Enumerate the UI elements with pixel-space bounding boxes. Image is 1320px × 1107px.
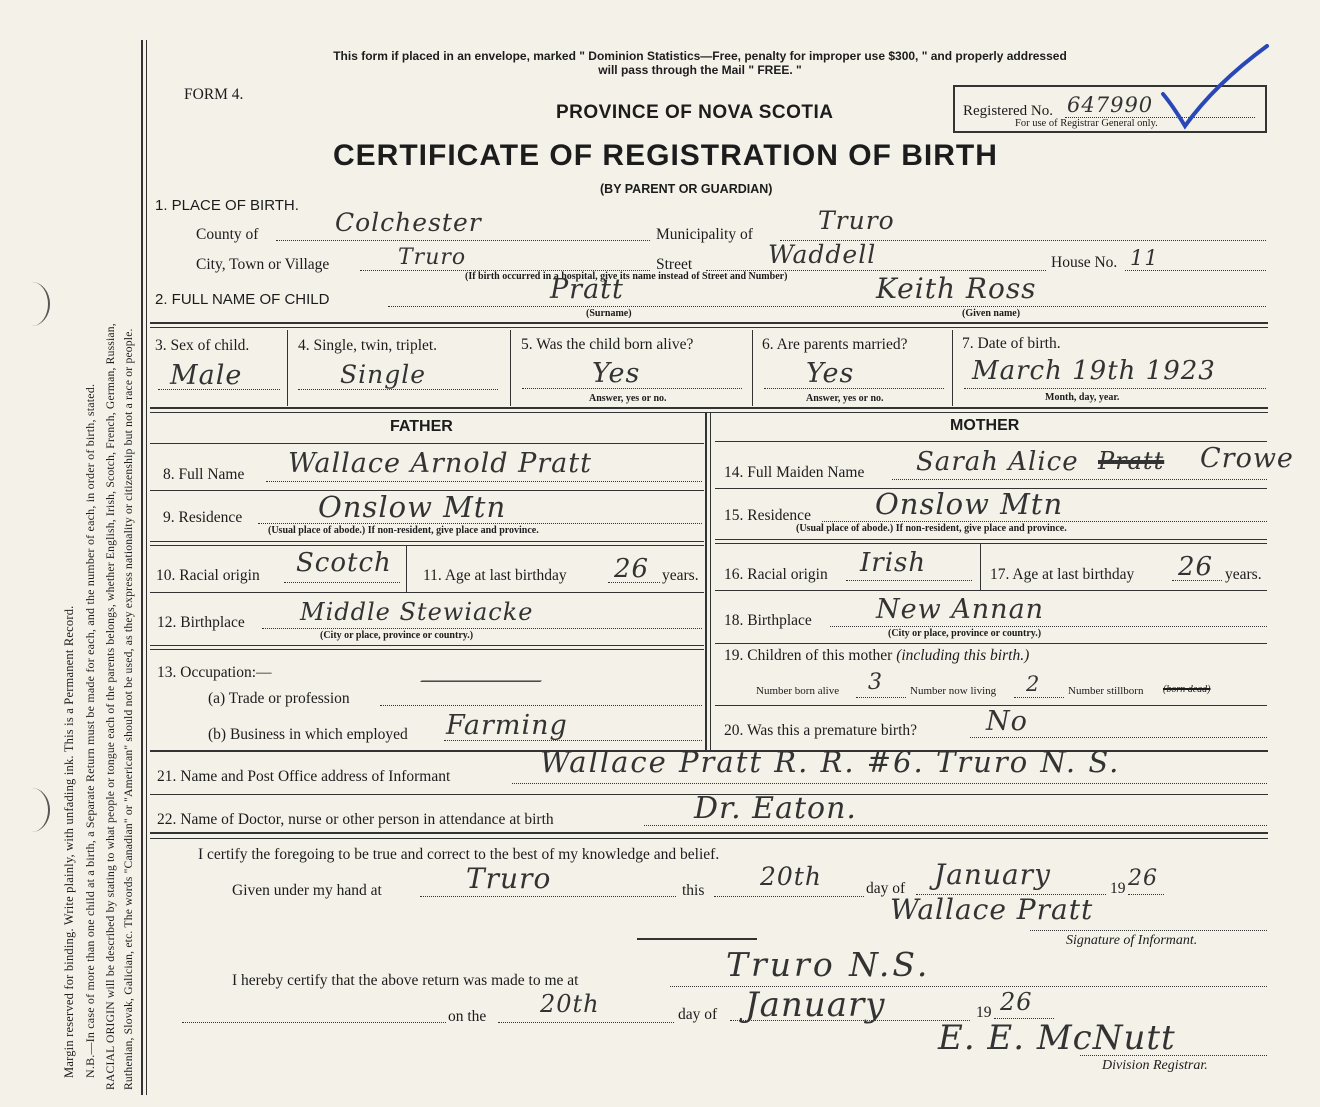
- father-birthplace-field: [262, 628, 702, 629]
- divider-top-2: [150, 327, 1268, 328]
- given-this-label: this: [682, 882, 705, 899]
- mother-racial-label: 16. Racial origin: [724, 566, 828, 583]
- divider-top-1: [150, 322, 1268, 324]
- children-label-italic: (including this birth.): [896, 647, 1030, 664]
- father-rule-1: [150, 443, 704, 444]
- father-rule-3: [150, 541, 704, 542]
- child-given-name-note: (Given name): [962, 308, 1021, 319]
- mail-notice: [250, 49, 1150, 77]
- father-name-label: 8. Full Name: [163, 466, 245, 483]
- father-racial-divider: [406, 546, 407, 592]
- registered-number: 647990: [1067, 93, 1154, 117]
- given-place-field: [420, 896, 676, 897]
- given-year-value: 26: [1128, 866, 1158, 891]
- given-day-field: [714, 896, 864, 897]
- margin-note-binding: Margin reserved for binding. Write plainly, with unfading ink. This is a Permanent Record.: [62, 605, 76, 1078]
- date-of-birth-note: Month, day, year.: [1045, 392, 1120, 403]
- given-place-value: Truro: [466, 862, 552, 895]
- margin-note-racial-origin: RACIAL ORIGIN will be described by stating to what people or tongue each of the parents belongs, whether English, Irish, Scotch, French, German, Russian,: [104, 323, 117, 1090]
- municipality-value: Truro: [818, 206, 895, 235]
- date-of-birth-value: March 19th 1923: [972, 356, 1216, 386]
- born-alive-value: Yes: [592, 358, 641, 389]
- certify-statement: I certify the foregoing to be true and correct to the best of my knowledge and belief.: [198, 846, 720, 863]
- house-number-value: 11: [1130, 246, 1159, 270]
- province-heading: PROVINCE OF NOVA SCOTIA: [556, 102, 834, 123]
- parents-married-note: Answer, yes or no.: [806, 393, 884, 404]
- living-count-field: [1014, 697, 1064, 698]
- municipality-label: Municipality of: [656, 226, 753, 243]
- mother-name-last: Crowe: [1200, 443, 1294, 474]
- mother-residence-note: (Usual place of abode.) If non-resident, give place and province.: [796, 523, 1067, 534]
- mother-birthplace-field: [830, 626, 1267, 627]
- father-racial-field: [284, 582, 400, 583]
- born-alive-note: Answer, yes or no.: [589, 393, 667, 404]
- left-border-line: [141, 40, 143, 1095]
- certification-separator: [637, 938, 757, 940]
- premature-value: No: [986, 706, 1028, 737]
- given-day-of-label: day of: [866, 880, 906, 897]
- given-year-prefix: 19: [1110, 880, 1126, 897]
- mother-age-unit: years.: [1225, 566, 1262, 583]
- multiple-birth-value: Single: [340, 360, 427, 389]
- mother-birthplace-value: New Annan: [876, 594, 1045, 625]
- attendant-label: 22. Name of Doctor, nurse or other person in attendance at birth: [157, 811, 554, 828]
- registrar-year-prefix: 19: [976, 1004, 992, 1021]
- place-of-birth-heading: 1. PLACE OF BIRTH.: [155, 197, 299, 214]
- father-residence-note: (Usual place of abode.) If non-resident, give place and province.: [268, 525, 539, 536]
- parents-married-value: Yes: [806, 358, 855, 389]
- child-surname-note: (Surname): [586, 308, 632, 319]
- street-label: Street: [656, 256, 693, 273]
- occupation-label: 13. Occupation:—: [157, 664, 272, 681]
- informant-field: [512, 783, 1267, 784]
- child-name-field: [388, 306, 1266, 307]
- margin-note-multiple-births: N.B.—In case of more than one child at a birth, a Separate Return must be made for each, and the number of each, in order of birth, stated.: [83, 383, 97, 1078]
- certificate-subtitle: (BY PARENT OR GUARDIAN): [600, 182, 773, 196]
- registrar-day-of-label: day of: [678, 1006, 718, 1023]
- living-count-label: Number now living: [910, 685, 997, 697]
- registrar-month-value: January: [745, 985, 886, 1025]
- registered-note: For use of Registrar General only.: [1015, 118, 1158, 129]
- father-rule-3b: [150, 545, 704, 546]
- checkmark-icon: [1155, 44, 1275, 134]
- stillborn-note: (born dead): [1163, 684, 1211, 695]
- sex-value: Male: [170, 360, 243, 391]
- mother-name-label: 14. Full Maiden Name: [724, 464, 865, 481]
- mother-rule-3b: [715, 543, 1267, 544]
- father-rule-4: [150, 592, 704, 593]
- registrar-day-field: [498, 1022, 674, 1023]
- certificate-title: CERTIFICATE OF REGISTRATION OF BIRTH: [333, 139, 998, 172]
- father-birthplace-label: 12. Birthplace: [157, 614, 245, 631]
- attendant-value: Dr. Eaton.: [694, 791, 857, 826]
- trade-value: —: [415, 668, 553, 693]
- mother-age-label: 17. Age at last birthday: [990, 566, 1135, 583]
- father-name-value: Wallace Arnold Pratt: [288, 448, 592, 479]
- mother-residence-value: Onslow Mtn: [875, 487, 1064, 521]
- parents-married-label: 6. Are parents married?: [762, 336, 908, 353]
- mother-rule-3: [715, 539, 1267, 540]
- child-name-label: 2. FULL NAME OF CHILD: [155, 291, 330, 308]
- parents-divider-right: [710, 412, 711, 750]
- father-residence-label: 9. Residence: [163, 509, 243, 526]
- row-divider-a: [287, 330, 288, 406]
- mother-birthplace-note: (City or place, province or country.): [888, 628, 1042, 639]
- row-divider-b: [510, 330, 511, 406]
- hospital-note: (If birth occurred in a hospital, give its name instead of Street and Number): [465, 271, 788, 282]
- divider-lower-3: [150, 832, 1268, 834]
- father-residence-value: Onslow Mtn: [318, 490, 507, 524]
- father-racial-value: Scotch: [296, 548, 392, 578]
- mother-rule-1: [715, 441, 1267, 442]
- mother-heading: MOTHER: [950, 417, 1020, 434]
- multiple-birth-label: 4. Single, twin, triplet.: [298, 337, 438, 354]
- registrar-caption: Division Registrar.: [1102, 1058, 1208, 1073]
- given-label: Given under my hand at: [232, 882, 382, 899]
- margin-note-nationality: Ruthenian, Slovak, Galician, etc. The words "Canadian" or "American" should not be used, as they express nationality or citizenship but not a race or people.: [122, 328, 135, 1090]
- father-age-unit: years.: [662, 567, 699, 584]
- given-day-value: 20th: [760, 862, 822, 891]
- mother-birthplace-label: 18. Birthplace: [724, 612, 812, 629]
- mother-residence-field: [822, 521, 1267, 522]
- living-count-value: 2: [1026, 672, 1041, 696]
- informant-signature-line: [1030, 930, 1267, 931]
- registrar-blank-field: [182, 1022, 446, 1023]
- trade-field: [380, 705, 702, 706]
- binding-hole-bottom: [14, 788, 50, 832]
- mother-racial-divider: [980, 544, 981, 590]
- city-value: Truro: [398, 245, 467, 270]
- father-age-label: 11. Age at last birthday: [423, 567, 567, 584]
- children-label: 19. Children of this mother (including this birth.): [724, 647, 1030, 664]
- father-birthplace-note: (City or place, province or country.): [320, 630, 474, 641]
- city-label: City, Town or Village: [196, 256, 330, 273]
- child-surname-value: Pratt: [550, 274, 624, 305]
- mother-name-field: [892, 479, 1267, 480]
- registrar-signature-line: [1080, 1055, 1267, 1056]
- trade-label: (a) Trade or profession: [208, 690, 350, 707]
- county-field: [276, 240, 650, 241]
- row-divider-d: [952, 330, 953, 406]
- county-label: County of: [196, 226, 259, 243]
- registrar-day-value: 20th: [540, 990, 600, 1018]
- registrar-statement: I hereby certify that the above return was made to me at: [232, 972, 579, 989]
- registrar-year-value: 26: [1000, 988, 1033, 1016]
- given-year-field: [1128, 894, 1164, 895]
- divider-mid-1: [150, 407, 1268, 409]
- born-alive-label: 5. Was the child born alive?: [521, 336, 694, 353]
- registered-label: Registered No.: [963, 103, 1053, 119]
- informant-signature: Wallace Pratt: [890, 893, 1094, 926]
- divider-mid-2: [150, 412, 1268, 413]
- child-given-name-value: Keith Ross: [876, 272, 1037, 305]
- father-birthplace-value: Middle Stewiacke: [300, 598, 534, 626]
- mother-rule-4: [715, 590, 1267, 591]
- date-of-birth-field: [964, 388, 1266, 389]
- business-value: Farming: [446, 710, 568, 741]
- mother-racial-field: [846, 580, 972, 581]
- sex-label: 3. Sex of child.: [155, 337, 250, 354]
- business-label: (b) Business in which employed: [208, 726, 408, 743]
- father-heading: FATHER: [390, 418, 453, 435]
- mail-notice-line-1: This form if placed in an envelope, marked " Dominion Statistics—Free, penalty for improper use $300, " and properly addressed: [333, 49, 1067, 63]
- multiple-birth-field: [298, 389, 498, 390]
- father-name-field: [266, 481, 702, 482]
- father-rule-5b: [150, 649, 704, 650]
- mother-age-value: 26: [1178, 552, 1214, 582]
- father-racial-label: 10. Racial origin: [156, 567, 260, 584]
- parents-divider-left: [705, 412, 707, 750]
- born-alive-count-value: 3: [868, 670, 883, 695]
- father-rule-5: [150, 645, 704, 646]
- mother-name-value: Sarah Alice: [916, 447, 1079, 477]
- mother-residence-label: 15. Residence: [724, 507, 811, 524]
- registrar-place-value: Truro N.S.: [726, 945, 931, 984]
- binding-hole-top: [14, 282, 50, 326]
- born-alive-count-field: [856, 697, 906, 698]
- premature-label: 20. Was this a premature birth?: [724, 722, 918, 739]
- row-divider-c: [752, 330, 753, 406]
- house-number-label: House No.: [1051, 254, 1118, 271]
- form-number: FORM 4.: [184, 86, 244, 103]
- registrar-on-the-label: on the: [448, 1008, 487, 1025]
- mother-name-struck: Pratt: [1098, 447, 1165, 475]
- informant-signature-caption: Signature of Informant.: [1066, 933, 1198, 948]
- born-alive-count-label: Number born alive: [756, 685, 840, 697]
- date-of-birth-label: 7. Date of birth.: [962, 335, 1061, 352]
- house-number-field: [1125, 270, 1266, 271]
- registrar-signature: E. E. McNutt: [938, 1018, 1176, 1058]
- divider-lower-4: [150, 838, 1268, 839]
- street-value: Waddell: [768, 240, 877, 269]
- informant-value: Wallace Pratt R. R. #6. Truro N. S.: [540, 745, 1121, 779]
- mother-rule-5: [715, 643, 1267, 644]
- given-month-value: January: [934, 858, 1051, 891]
- left-border-line-inner: [146, 40, 147, 1095]
- county-value: Colchester: [335, 208, 482, 237]
- premature-field: [970, 737, 1267, 738]
- informant-label: 21. Name and Post Office address of Informant: [157, 768, 451, 785]
- mail-free-label: " FREE. ": [748, 63, 802, 77]
- father-age-value: 26: [614, 554, 650, 584]
- mother-racial-value: Irish: [860, 548, 927, 578]
- stillborn-label: Number stillborn: [1068, 685, 1144, 697]
- mail-notice-line-2: will pass through the Mail " FREE. ": [598, 63, 802, 77]
